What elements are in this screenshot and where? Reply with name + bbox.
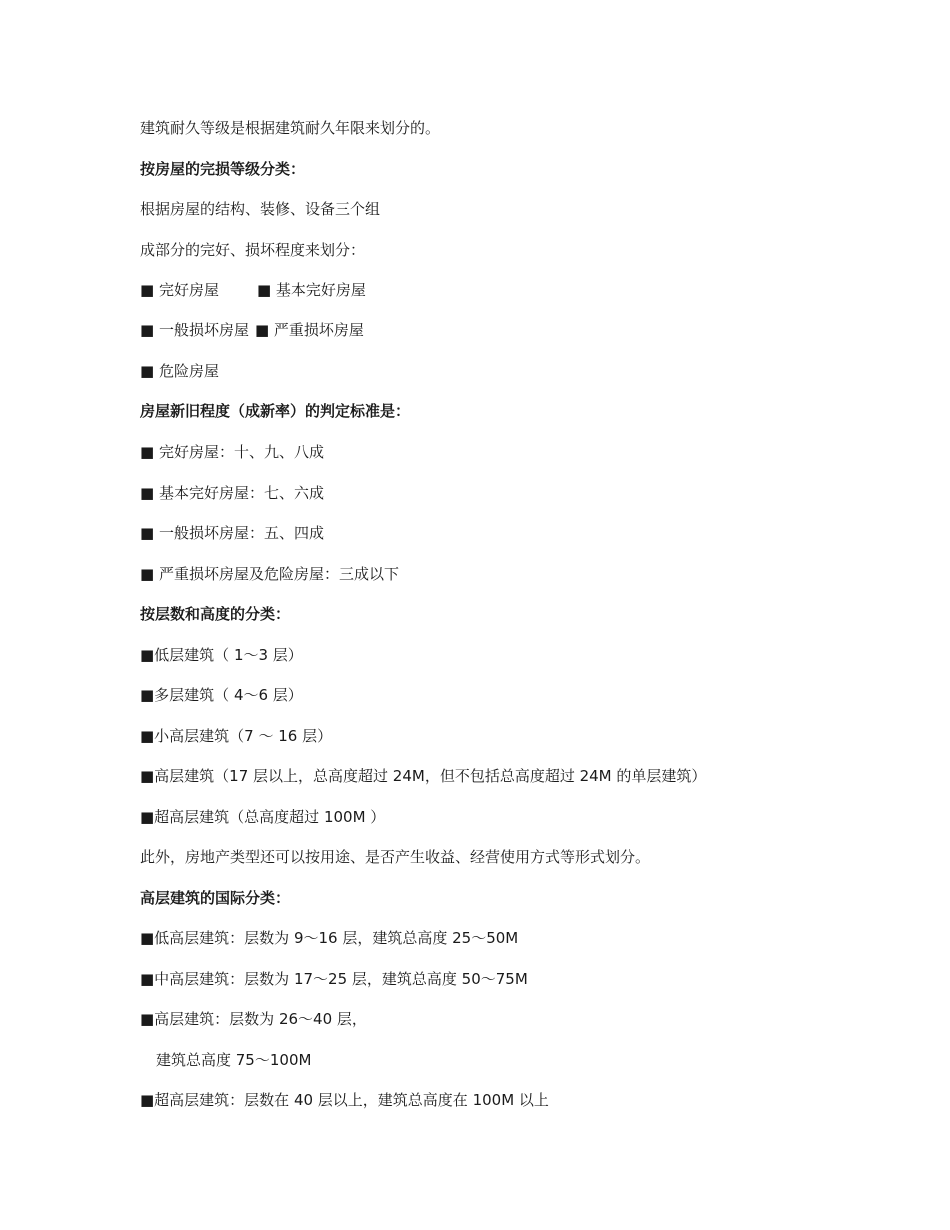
- category-row: [140, 320, 364, 340]
- section-heading: 按房屋的完损等级分类：: [140, 160, 306, 178]
- list-item: ■ 基本完好房屋：七、六成: [140, 484, 324, 502]
- section-heading: 房屋新旧程度（成新率）的判定标准是：: [140, 402, 411, 420]
- paragraph: 建筑耐久等级是根据建筑耐久年限来划分的。: [140, 119, 441, 137]
- category-item: ■ 一般损坏房屋: [140, 321, 249, 339]
- list-item: ■超高层建筑（总高度超过 100M ）: [140, 808, 386, 826]
- category-item: ■ 基本完好房屋: [256, 281, 366, 299]
- category-row: [140, 280, 366, 300]
- list-item: ■低高层建筑：层数为 9～16 层，建筑总高度 25～50M: [140, 929, 519, 947]
- section-heading: 高层建筑的国际分类：: [140, 889, 291, 907]
- category-item: ■ 危险房屋: [140, 362, 219, 380]
- list-item: ■中高层建筑：层数为 17～25 层，建筑总高度 50～75M: [140, 970, 528, 988]
- list-item: ■高层建筑：层数为 26～40 层，: [140, 1010, 367, 1028]
- paragraph: 此外，房地产类型还可以按用途、是否产生收益、经营使用方式等形式划分。: [140, 848, 651, 866]
- list-item: ■ 一般损坏房屋：五、四成: [140, 524, 324, 542]
- paragraph: 成部分的完好、损坏程度来划分：: [140, 241, 366, 259]
- list-item: ■ 完好房屋：十、九、八成: [140, 443, 324, 461]
- list-item: ■多层建筑（ 4～6 层）: [140, 686, 303, 704]
- category-item: ■ 完好房屋: [140, 281, 219, 299]
- paragraph: 根据房屋的结构、装修、设备三个组: [140, 200, 381, 218]
- section-heading: 按层数和高度的分类：: [140, 605, 291, 623]
- list-item: ■低层建筑（ 1～3 层）: [140, 646, 303, 664]
- list-item: ■小高层建筑（7 ～ 16 层）: [140, 727, 333, 745]
- list-item: ■ 严重损坏房屋及危险房屋：三成以下: [140, 565, 399, 583]
- list-item: ■超高层建筑：层数在 40 层以上，建筑总高度在 100M 以上: [140, 1091, 549, 1109]
- list-item-continuation: 建筑总高度 75～100M: [156, 1051, 312, 1069]
- category-item: ■ 严重损坏房屋: [254, 321, 364, 339]
- list-item: ■高层建筑（17 层以上，总高度超过 24M，但不包括总高度超过 24M 的单层建筑）: [140, 767, 707, 785]
